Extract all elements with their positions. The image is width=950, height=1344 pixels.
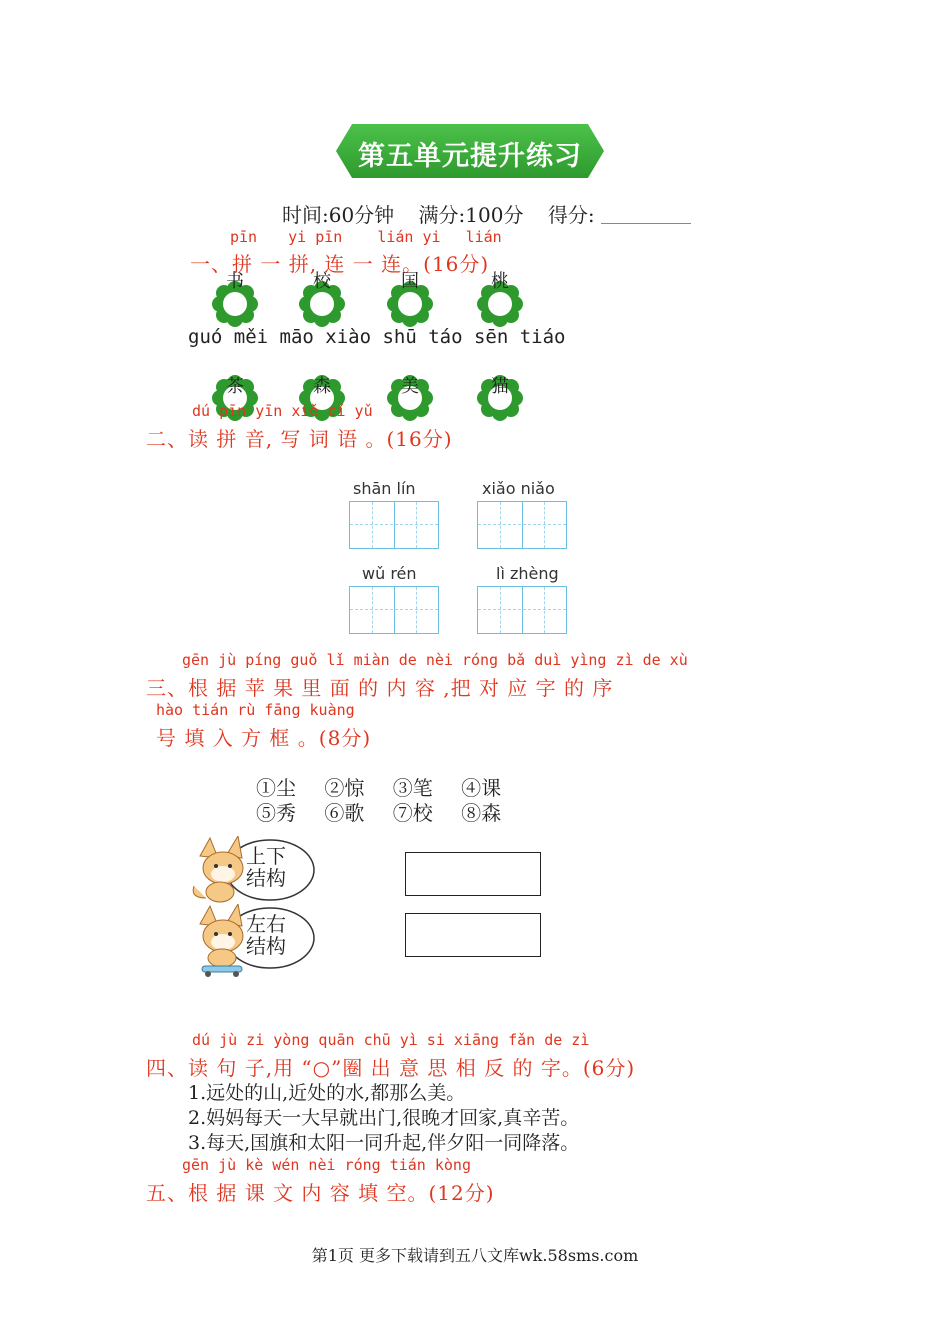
writing-grid-3[interactable] <box>349 586 439 634</box>
q3-heading-2: 号 填 入 方 框 。(8分) <box>156 726 372 750</box>
flower-top-2[interactable] <box>298 271 346 328</box>
flower-char: 森 <box>313 376 331 397</box>
flower-char: 校 <box>313 271 331 292</box>
flower-top-1[interactable] <box>211 271 259 328</box>
q4-heading: 四、读 句 子,用 “○”圈 出 意 思 相 反 的 字。(6分) <box>146 1056 636 1080</box>
writing-grid-4[interactable] <box>477 586 567 634</box>
q1-pinyin-4: lián <box>465 228 502 246</box>
q1-pinyin-row: guó měi māo xiào shū táo sēn tiáo <box>188 326 566 348</box>
option-5[interactable]: ⑤秀 <box>256 801 296 825</box>
sentence-2[interactable]: 2.妈妈每天一大早就出门,很晚才回家,真辛苦。 <box>188 1107 580 1129</box>
q3-pinyin-1: gēn jù píng guǒ lǐ miàn de nèi róng bǎ duì yìng zì de xù <box>182 651 688 669</box>
q1-pinyin-3: lián yi <box>377 228 441 246</box>
option-8[interactable]: ⑧森 <box>461 801 502 825</box>
sentence-1[interactable]: 1.远处的山,近处的水,都那么美。 <box>188 1082 466 1104</box>
page-footer: 第1页 更多下载请到五八文库wk.58sms.com <box>311 1246 639 1265</box>
title-banner <box>336 124 604 178</box>
q1-pinyin-2: yi pīn <box>288 228 343 246</box>
grid-pinyin-2: xiǎo niǎo <box>482 479 555 498</box>
flower-char: 书 <box>226 271 244 292</box>
q3-heading-1: 三、根 据 苹 果 里 面 的 内 容 ,把 对 应 字 的 序 <box>146 676 614 700</box>
flower-top-4[interactable] <box>476 271 524 328</box>
score-label: 得分: <box>547 203 595 227</box>
exam-info <box>282 199 691 228</box>
option-7[interactable]: ⑦校 <box>392 801 433 825</box>
flower-char: 猫 <box>491 376 509 397</box>
flower-bottom-4[interactable] <box>476 374 524 422</box>
option-1[interactable]: ①尘 <box>256 776 296 800</box>
score-blank[interactable] <box>601 223 691 224</box>
q5-heading: 五、根 据 课 文 内 容 填 空。(12分) <box>146 1181 495 1205</box>
flower-char: 国 <box>401 271 419 292</box>
flower-char: 茶 <box>226 376 244 397</box>
option-2[interactable]: ②惊 <box>324 776 365 800</box>
option-4[interactable]: ④课 <box>461 776 502 800</box>
q3-pinyin-2: hào tián rù fāng kuàng <box>156 701 355 719</box>
q1-pinyin-1: pīn <box>230 228 258 246</box>
structure-label-line2: 结构 <box>246 934 286 958</box>
answer-box-left-right[interactable] <box>405 913 541 957</box>
q2-heading: 二、读 拼 音, 写 词 语 。(16分) <box>146 427 453 451</box>
structure-label-line2: 结构 <box>246 866 286 890</box>
option-6[interactable]: ⑥歌 <box>324 801 365 825</box>
grid-pinyin-1: shān lín <box>353 479 416 498</box>
flower-char: 美 <box>401 376 419 397</box>
structure-bubble-2 <box>190 904 318 964</box>
writing-grid-1[interactable] <box>349 501 439 549</box>
time-label: 时间:60分钟 <box>282 203 395 227</box>
q4-pinyin: dú jù zi yòng quān chū yì si xiāng fǎn de zì <box>192 1031 590 1049</box>
grid-pinyin-3: wǔ rén <box>362 564 417 583</box>
structure-label-line1: 左右 <box>246 912 286 936</box>
grid-pinyin-4: lì zhèng <box>496 564 559 583</box>
full-score-label: 满分:100分 <box>418 203 524 227</box>
flower-top-3[interactable] <box>386 271 434 328</box>
structure-bubble-1 <box>190 836 318 896</box>
writing-grid-2[interactable] <box>477 501 567 549</box>
q5-pinyin: gēn jù kè wén nèi róng tián kòng <box>182 1156 471 1174</box>
q2-pinyin: dú pīn yīn xiě cí yǔ <box>192 402 373 420</box>
sentence-3[interactable]: 3.每天,国旗和太阳一同升起,伴夕阳一同降落。 <box>188 1132 580 1154</box>
q1-heading: 一、拼 一 拼, 连 一 连。(16分) <box>190 252 490 276</box>
q1-pinyin <box>230 228 502 246</box>
answer-box-top-bottom[interactable] <box>405 852 541 896</box>
structure-label <box>246 845 286 889</box>
flower-bottom-3[interactable] <box>386 374 434 422</box>
page-title: 第五单元提升练习 <box>358 141 582 172</box>
options-row-2 <box>256 797 501 826</box>
structure-label <box>246 913 286 957</box>
structure-label-line1: 上下 <box>246 844 286 868</box>
flower-char: 桃 <box>491 271 509 292</box>
option-3[interactable]: ③笔 <box>392 776 433 800</box>
